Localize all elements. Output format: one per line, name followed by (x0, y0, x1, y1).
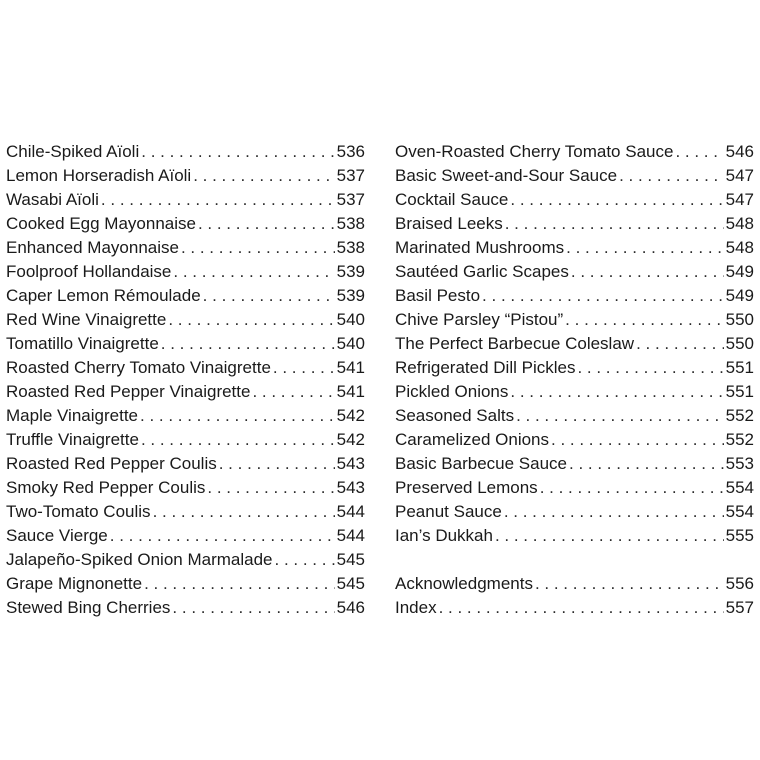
toc-entry (6, 404, 365, 428)
toc-entry-page-number: 554 (725, 502, 754, 521)
toc-entry (6, 596, 365, 620)
toc-entry-page-number: 541 (336, 382, 365, 401)
toc-entry-page-number: 542 (336, 406, 365, 425)
toc-entry (395, 212, 754, 236)
toc-entry-page-number: 536 (336, 142, 365, 161)
toc-left-column (6, 140, 365, 620)
dot-leader (110, 524, 335, 548)
toc-entry-title: Chile-Spiked Aïoli (6, 142, 140, 161)
toc-entry-title: Acknowledgments (395, 574, 533, 593)
toc-entry-page-number: 546 (336, 598, 365, 617)
toc-entry-page-number: 554 (725, 478, 754, 497)
toc-entry-title: Seasoned Salts (395, 406, 515, 425)
toc-entry (395, 188, 754, 212)
dot-leader (636, 332, 724, 356)
toc-entry-title: Pickled Onions (395, 382, 509, 401)
toc-entry-title: Index (395, 598, 437, 617)
toc-entry-title: Chive Parsley “Pistou” (395, 310, 564, 329)
dot-leader (516, 404, 724, 428)
dot-leader (566, 236, 724, 260)
toc-entry-page-number: 557 (725, 598, 754, 617)
toc-entry-page-number: 540 (336, 334, 365, 353)
dot-leader (577, 356, 723, 380)
toc-entry-title: Roasted Red Pepper Coulis (6, 454, 217, 473)
toc-entry-title: Caramelized Onions (395, 430, 550, 449)
toc-entry-title: Truffle Vinaigrette (6, 430, 139, 449)
dot-leader (141, 428, 335, 452)
toc-entry (6, 476, 365, 500)
toc-entry (395, 428, 754, 452)
toc-entry-title: The Perfect Barbecue Coleslaw (395, 334, 635, 353)
toc-entry (395, 164, 754, 188)
toc-entry-page-number: 548 (725, 214, 754, 233)
toc-entry-page-number: 537 (336, 190, 365, 209)
toc-entry-page-number: 551 (725, 358, 754, 377)
toc-entry-title: Braised Leeks (395, 214, 503, 233)
dot-leader (510, 380, 723, 404)
dot-leader (273, 356, 335, 380)
dot-leader (219, 452, 335, 476)
toc-entry (6, 284, 365, 308)
toc-entry-page-number: 550 (725, 334, 754, 353)
toc-entry (395, 404, 754, 428)
toc-entry (6, 572, 365, 596)
dot-leader (551, 428, 724, 452)
toc-entry (395, 308, 754, 332)
toc-entry-title: Cooked Egg Mayonnaise (6, 214, 196, 233)
dot-leader (252, 380, 334, 404)
toc-entry-title: Basic Sweet-and-Sour Sauce (395, 166, 618, 185)
dot-leader (510, 188, 723, 212)
toc-entry-title: Caper Lemon Rémoulade (6, 286, 201, 305)
dot-leader (168, 308, 334, 332)
toc-entry (6, 524, 365, 548)
toc-right-column (395, 140, 754, 620)
toc-entry (395, 596, 754, 620)
dot-leader (505, 212, 724, 236)
toc-entry-title: Roasted Red Pepper Vinaigrette (6, 382, 251, 401)
toc-entry-title: Peanut Sauce (395, 502, 502, 521)
toc-entry-page-number: 540 (336, 310, 365, 329)
toc-entry-title: Grape Mignonette (6, 574, 143, 593)
toc-entry (395, 452, 754, 476)
toc-entry-title: Lemon Horseradish Aïoli (6, 166, 192, 185)
toc-entry (395, 284, 754, 308)
dot-leader (675, 140, 723, 164)
toc-entry (395, 572, 754, 596)
toc-entry (6, 380, 365, 404)
dot-leader (173, 260, 334, 284)
dot-leader (153, 500, 335, 524)
dot-leader (198, 212, 335, 236)
toc-entry (395, 332, 754, 356)
toc-entry-title: Preserved Lemons (395, 478, 538, 497)
toc-entry-page-number: 547 (725, 166, 754, 185)
toc-entry-title: Cocktail Sauce (395, 190, 509, 209)
toc-entry-title: Wasabi Aïoli (6, 190, 99, 209)
toc-entry (6, 452, 365, 476)
toc-entry-page-number: 553 (725, 454, 754, 473)
toc-entry-page-number: 541 (336, 358, 365, 377)
toc-entry (6, 236, 365, 260)
toc-entry-title: Refrigerated Dill Pickles (395, 358, 576, 377)
toc-entry (6, 260, 365, 284)
dot-leader (101, 188, 335, 212)
dot-leader (161, 332, 335, 356)
toc-entry-page-number: 546 (725, 142, 754, 161)
toc-entry-page-number: 543 (336, 454, 365, 473)
toc-entry-page-number: 552 (725, 430, 754, 449)
toc-entry-page-number: 545 (336, 550, 365, 569)
toc-entry-title: Red Wine Vinaigrette (6, 310, 167, 329)
toc-entry-title: Ian’s Dukkah (395, 526, 493, 545)
toc-entry-title: Jalapeño-Spiked Onion Marmalade (6, 550, 273, 569)
dot-leader (141, 140, 334, 164)
dot-leader (571, 260, 724, 284)
toc-entry-page-number: 544 (336, 502, 365, 521)
toc-entry-page-number: 551 (725, 382, 754, 401)
toc-entry (6, 140, 365, 164)
toc-entry-title: Tomatillo Vinaigrette (6, 334, 159, 353)
dot-leader (207, 476, 334, 500)
toc-entry-title: Enhanced Mayonnaise (6, 238, 179, 257)
toc-entry-title: Foolproof Hollandaise (6, 262, 172, 281)
toc-entry (395, 500, 754, 524)
toc-entry-page-number: 549 (725, 262, 754, 281)
dot-leader (504, 500, 724, 524)
dot-leader (495, 524, 724, 548)
dot-leader (275, 548, 335, 572)
toc-entry (6, 188, 365, 212)
dot-leader (172, 596, 334, 620)
dot-leader (140, 404, 335, 428)
toc-entry-page-number: 539 (336, 286, 365, 305)
toc-entry (395, 140, 754, 164)
dot-leader (193, 164, 334, 188)
toc-entry-page-number: 545 (336, 574, 365, 593)
toc-entry-title: Sauce Vierge (6, 526, 108, 545)
dot-leader (144, 572, 335, 596)
dot-leader (565, 308, 723, 332)
dot-leader (439, 596, 724, 620)
dot-leader (203, 284, 335, 308)
toc-entry-page-number: 543 (336, 478, 365, 497)
toc-entry (395, 476, 754, 500)
toc-entry (6, 164, 365, 188)
toc-entry-page-number: 544 (336, 526, 365, 545)
toc-entry-title: Smoky Red Pepper Coulis (6, 478, 206, 497)
toc-entry (395, 524, 754, 548)
toc-entry (395, 236, 754, 260)
dot-leader (482, 284, 724, 308)
toc-entry (6, 428, 365, 452)
toc-entry-title: Stewed Bing Cherries (6, 598, 171, 617)
toc-entry (395, 380, 754, 404)
toc-entry-page-number: 552 (725, 406, 754, 425)
toc-entry-page-number: 538 (336, 214, 365, 233)
toc-entry (6, 212, 365, 236)
toc-entry-title: Basil Pesto (395, 286, 481, 305)
toc-entry-title: Basic Barbecue Sauce (395, 454, 567, 473)
toc-entry-page-number: 537 (336, 166, 365, 185)
toc-entry (6, 500, 365, 524)
toc-entry-title: Roasted Cherry Tomato Vinaigrette (6, 358, 271, 377)
toc-entry-page-number: 542 (336, 430, 365, 449)
toc-entry-page-number: 547 (725, 190, 754, 209)
dot-leader (619, 164, 724, 188)
toc-entry-page-number: 548 (725, 238, 754, 257)
dot-leader (569, 452, 724, 476)
toc-entry (395, 356, 754, 380)
toc-entry-page-number: 538 (336, 238, 365, 257)
toc-entry-page-number: 550 (725, 310, 754, 329)
toc-entry-title: Oven-Roasted Cherry Tomato Sauce (395, 142, 674, 161)
toc-entry-title: Marinated Mushrooms (395, 238, 565, 257)
toc-entry (6, 356, 365, 380)
toc-entry (395, 260, 754, 284)
dot-leader (181, 236, 335, 260)
dot-leader (540, 476, 724, 500)
toc-entry-title: Sautéed Garlic Scapes (395, 262, 569, 281)
toc-entry-page-number: 539 (336, 262, 365, 281)
dot-leader (535, 572, 724, 596)
toc-entry-title: Two-Tomato Coulis (6, 502, 151, 521)
toc-entry-page-number: 555 (725, 526, 754, 545)
toc-entry-page-number: 549 (725, 286, 754, 305)
toc-entry (6, 308, 365, 332)
toc-entry-page-number: 556 (725, 574, 754, 593)
toc-entry-title: Maple Vinaigrette (6, 406, 138, 425)
section-gap (395, 548, 754, 572)
toc-entry (6, 548, 365, 572)
toc-entry (6, 332, 365, 356)
